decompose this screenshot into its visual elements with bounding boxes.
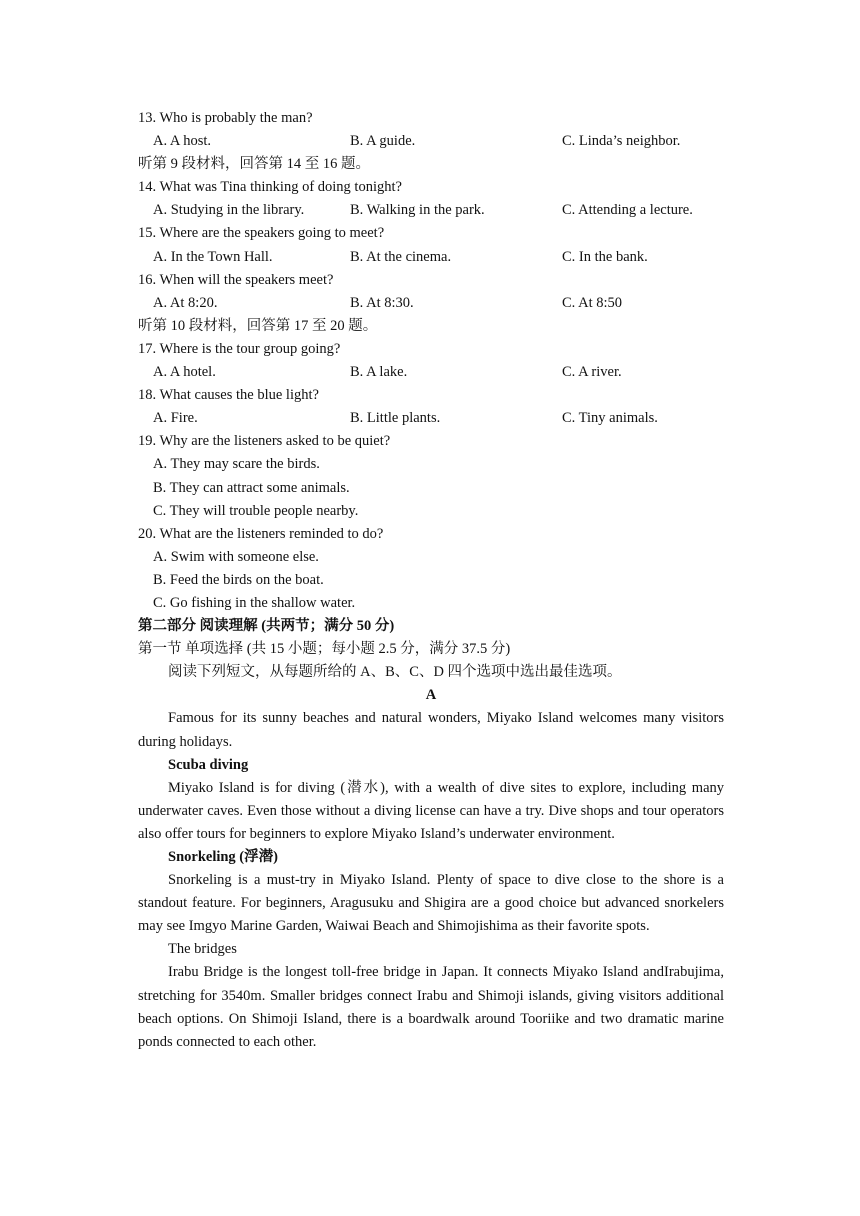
question-18-options <box>138 407 724 430</box>
option-a: A. In the Town Hall. <box>153 248 273 265</box>
option-c: C. They will trouble people nearby. <box>153 502 359 519</box>
heading-snorkeling: Snorkeling (浮潜) <box>168 849 278 865</box>
question-14: 14. What was Tina thinking of doing tonight? <box>138 179 402 196</box>
heading-scuba-diving: Scuba diving <box>168 756 249 773</box>
option-c: C. A river. <box>562 364 622 381</box>
option-b: B. A guide. <box>350 133 416 150</box>
option-a: A. At 8:20. <box>153 294 218 311</box>
heading-bridges: The bridges <box>168 941 237 958</box>
option-b: B. Walking in the park. <box>350 202 485 219</box>
question-16-options <box>138 292 724 315</box>
question-18: 18. What causes the blue light? <box>138 387 319 404</box>
question-13: 13. Who is probably the man? <box>138 110 313 126</box>
section-10-heading: 听第 10 段材料，回答第 17 至 20 题。 <box>138 317 378 334</box>
option-c: C. At 8:50 <box>562 294 623 311</box>
instruction: 阅读下列短文，从每题所给的 A、B、C、D 四个选项中选出最佳选项。 <box>168 664 622 681</box>
question-16: 16. When will the speakers meet? <box>138 271 334 288</box>
passage-letter: A <box>425 687 437 704</box>
option-b: B. Little plants. <box>350 410 441 427</box>
option-a: A. Studying in the library. <box>153 202 305 219</box>
part-2-title: 第二部分 阅读理解 (共两节；满分 50 分) <box>138 618 395 635</box>
exam-page <box>138 107 724 1054</box>
question-19: 19. Why are the listeners asked to be quiet? <box>138 433 391 450</box>
option-b: B. They can attract some animals. <box>153 479 350 496</box>
question-15-options <box>138 246 724 269</box>
option-c: C. Tiny animals. <box>562 410 658 427</box>
option-a: A. Fire. <box>153 410 198 427</box>
option-a: A. A host. <box>153 133 212 150</box>
option-b: B. A lake. <box>350 364 408 381</box>
section-9-heading: 听第 9 段材料，回答第 14 至 16 题。 <box>138 156 370 173</box>
option-c: C. Attending a lecture. <box>562 202 693 219</box>
paragraph-scuba-diving: Miyako Island is for diving (潜水), with a wealth of dive sites to explore, including many underwater caves. Even those without a diving license can have a try. Dive shops and tour operators also offer tours for beginners to explore Miyako Island’s underwater environment. <box>138 779 724 842</box>
question-20: 20. What are the listeners reminded to do? <box>138 525 384 542</box>
paragraph-bridges: Irabu Bridge is the longest toll-free bridge in Japan. It connects Miyako Island andIrabujima, stretching for 3540m. Smaller bridges connect Irabu and Shimoji islands, giving visitors additional beach options. On Shimoji Island, there is a boardwalk around Tooriike and two dramatic marine ponds connected to each other. <box>138 964 724 1050</box>
section-1-title: 第一节 单项选择 (共 15 小题；每小题 2.5 分，满分 37.5 分) <box>138 641 511 658</box>
option-b: B. At 8:30. <box>350 294 414 311</box>
option-a: A. They may scare the birds. <box>153 456 320 473</box>
option-a: A. Swim with someone else. <box>153 548 319 565</box>
option-c: C. In the bank. <box>562 248 648 265</box>
option-b: B. At the cinema. <box>350 248 452 265</box>
option-c: C. Linda’s neighbor. <box>562 133 681 150</box>
passage-intro: Famous for its sunny beaches and natural wonders, Miyako Island welcomes many visitors during holidays. <box>138 710 724 750</box>
option-c: C. Go fishing in the shallow water. <box>153 594 356 611</box>
question-17-options <box>138 361 724 384</box>
question-13-options <box>138 130 724 153</box>
question-14-options <box>138 199 724 222</box>
question-17: 17. Where is the tour group going? <box>138 340 341 357</box>
paragraph-snorkeling: Snorkeling is a must-try in Miyako Island. Plenty of space to dive close to the shore is a standout feature. For beginners, Aragusuku and Shigira are a good choice but advanced snorkelers may see Imgyo Marine Garden, Waiwai Beach and Shimojishima as their favorite spots. <box>138 872 724 935</box>
option-a: A. A hotel. <box>153 364 216 381</box>
option-b: B. Feed the birds on the boat. <box>153 571 324 588</box>
question-15: 15. Where are the speakers going to meet? <box>138 225 385 242</box>
